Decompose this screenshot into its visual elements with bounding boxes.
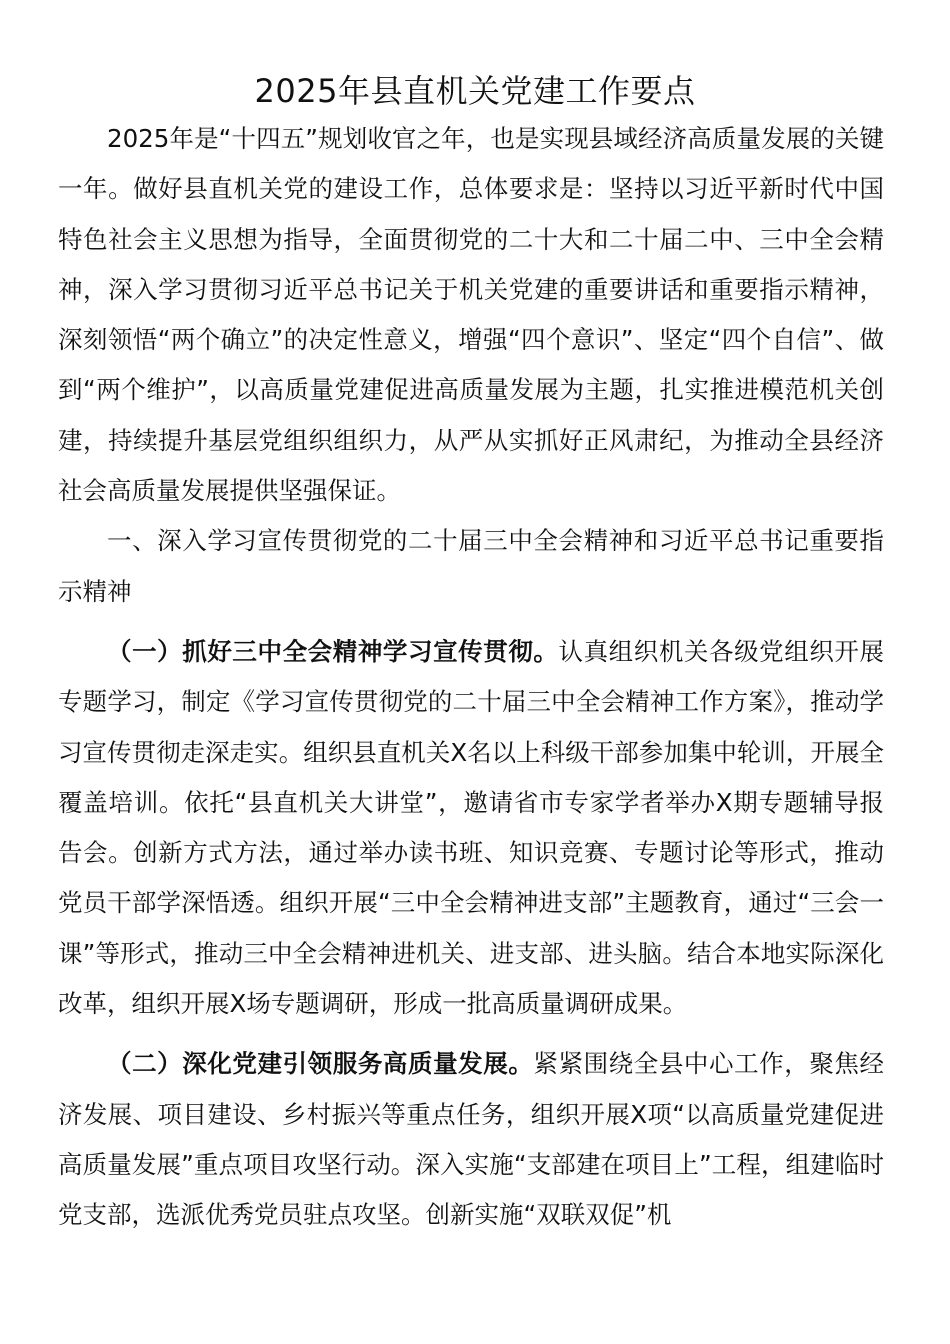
item-paragraph-1 (58, 627, 884, 1029)
item-paragraph-2 (58, 1039, 884, 1240)
item-body-2: 紧紧围绕全县中心工作，聚焦经济发展、项目建设、乡村振兴等重点任务，组织开展X项“以高质量党建促进高质量发展”重点项目攻坚行动。深入实施“支部建在项目上”工程，组建临时党支部，选派优秀党员驻点攻坚。创新实施“双联双促”机 (58, 1049, 885, 1230)
item-title-2: （二）深化党建引领服务高质量发展。 (107, 1049, 534, 1079)
document-title: 2025年县直机关党建工作要点 (254, 72, 696, 110)
intro-paragraph: 2025年是“十四五”规划收官之年，也是实现县域经济高质量发展的关键一年。做好县直机关党的建设工作，总体要求是：坚持以习近平新时代中国特色社会主义思想为指导，全面贯彻党的二十大和二十届二中、三中全会精神，深入学习贯彻习近平总书记关于机关党建的重要讲话和重要指示精神，深刻领悟“两个确立”的决定性意义，增强“四个意识”、坚定“四个自信”、做到“两个维护”，以高质量党建促进高质量发展为主题，扎实推进模范机关创建，持续提升基层党组织组织力，从严从实抓好正风肃纪，为推动全县经济社会高质量发展提供坚强保证。 (58, 124, 884, 506)
item-title-1: （一）抓好三中全会精神学习宣传贯彻。 (107, 636, 559, 666)
document-body (58, 114, 884, 1241)
item-body-1: 认真组织机关各级党组织开展专题学习，制定《学习宣传贯彻党的二十届三中全会精神工作方案》，推动学习宣传贯彻走深走实。组织县直机关X名以上科级干部参加集中轮训，开展全覆盖培训。依托“县直机关大讲堂”，邀请省市专家学者举办X期专题辅导报告会。创新方式方法，通过举办读书班、知识竞赛、专题讨论等形式，推动党员干部学深悟透。组织开展“三中全会精神进支部”主题教育，通过“三会一课”等形式，推动三中全会精神进机关、进支部、进头脑。结合本地实际深化改革，组织开展X场专题调研，形成一批高质量调研成果。 (58, 636, 884, 1019)
section-heading-1: 一、深入学习宣传贯彻党的二十届三中全会精神和习近平总书记重要指示精神 (58, 526, 884, 606)
